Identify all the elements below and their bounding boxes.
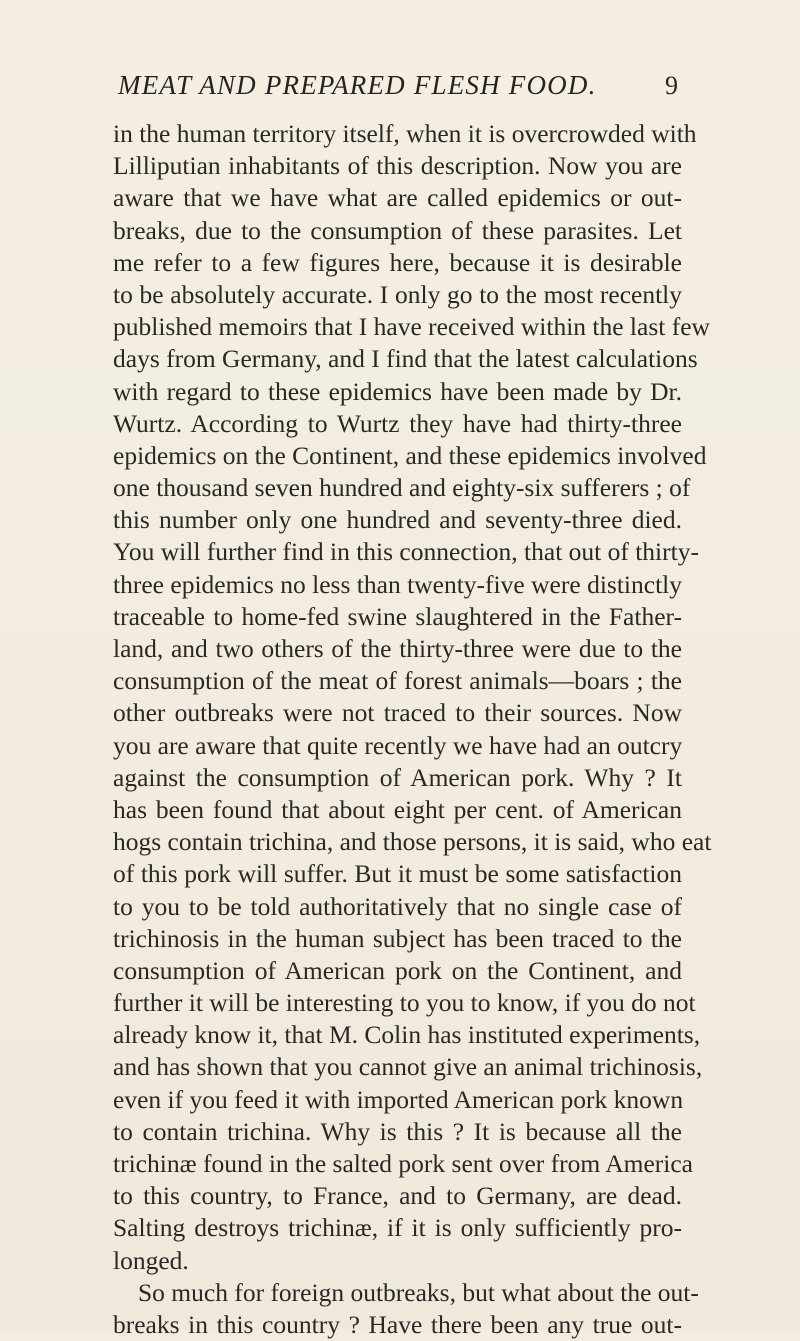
text-line: other outbreaks were not traced to their sources. Now	[113, 698, 682, 728]
text-line: breaks, due to the consumption of these parasites. Let	[113, 215, 682, 245]
running-head	[118, 70, 678, 104]
body-text	[113, 118, 712, 1341]
text-line: Wurtz. According to Wurtz they have had thirty-three	[113, 408, 682, 438]
text-line: aware that we have what are called epidemics or out-	[113, 183, 682, 213]
text-line: days from Germany, and I find that the latest calculations	[113, 344, 698, 374]
text-line: epidemics on the Continent, and these epidemics involved	[113, 440, 707, 470]
text-line: further it will be interesting to you to know, if you do not	[113, 988, 696, 1018]
text-line: with regard to these epidemics have been made by Dr.	[113, 376, 682, 406]
page-number: 9	[665, 71, 678, 100]
text-line: against the consumption of American pork. Why ? It	[113, 762, 682, 792]
text-line: to this country, to France, and to Germany, are dead.	[113, 1181, 682, 1211]
text-line: land, and two others of the thirty-three were due to the	[113, 634, 682, 663]
text-line: hogs contain trichina, and those persons, it is said, who eat	[113, 827, 712, 857]
text-line: breaks in this country ? Have there been any true out-	[113, 1309, 682, 1339]
text-line: already know it, that M. Colin has instituted experiments,	[113, 1020, 701, 1050]
text-line: So much for foreign outbreaks, but what about the out-	[138, 1277, 699, 1307]
text-line: me refer to a few figures here, because it is desirable	[113, 247, 682, 277]
text-line: You will further find in this connection, that out of thirty-	[113, 537, 699, 567]
text-line: traceable to home-fed swine slaughtered in the Father-	[113, 601, 682, 631]
text-line: even if you feed it with imported American pork known	[113, 1084, 684, 1114]
text-line: Salting destroys trichinæ, if it is only sufficiently pro-	[113, 1213, 682, 1243]
text-line: has been found that about eight per cent. of American	[113, 794, 682, 824]
text-line: in the human territory itself, when it is overcrowded with	[113, 119, 697, 148]
text-line: consumption of American pork on the Continent, and	[113, 955, 682, 985]
text-line: to contain trichina. Why is this ? It is because all the	[113, 1116, 682, 1146]
text-line: of this pork will suffer. But it must be some satisfaction	[113, 859, 682, 889]
text-line: published memoirs that I have received within the last few	[113, 312, 710, 342]
text-line: longed.	[113, 1245, 189, 1275]
text-line: to you to be told authoritatively that no single case of	[113, 891, 682, 921]
text-line: to be absolutely accurate. I only go to the most recently	[113, 279, 682, 309]
text-line: this number only one hundred and seventy-three died.	[113, 505, 682, 535]
text-line: you are aware that quite recently we have had an outcry	[113, 730, 683, 760]
text-line: and has shown that you cannot give an animal trichinosis,	[113, 1052, 703, 1082]
running-title: MEAT AND PREPARED FLESH FOOD.	[118, 70, 597, 100]
text-line: Lilliputian inhabitants of this description. Now you are	[113, 151, 682, 181]
text-line: one thousand seven hundred and eighty-six sufferers ; of	[113, 473, 691, 503]
text-line: trichinosis in the human subject has been traced to the	[113, 923, 682, 953]
text-line: consumption of the meat of forest animals—boars ; the	[113, 666, 682, 696]
text-line: three epidemics no less than twenty-five were distinctly	[113, 569, 682, 599]
text-line: trichinæ found in the salted pork sent over from America	[113, 1149, 693, 1178]
